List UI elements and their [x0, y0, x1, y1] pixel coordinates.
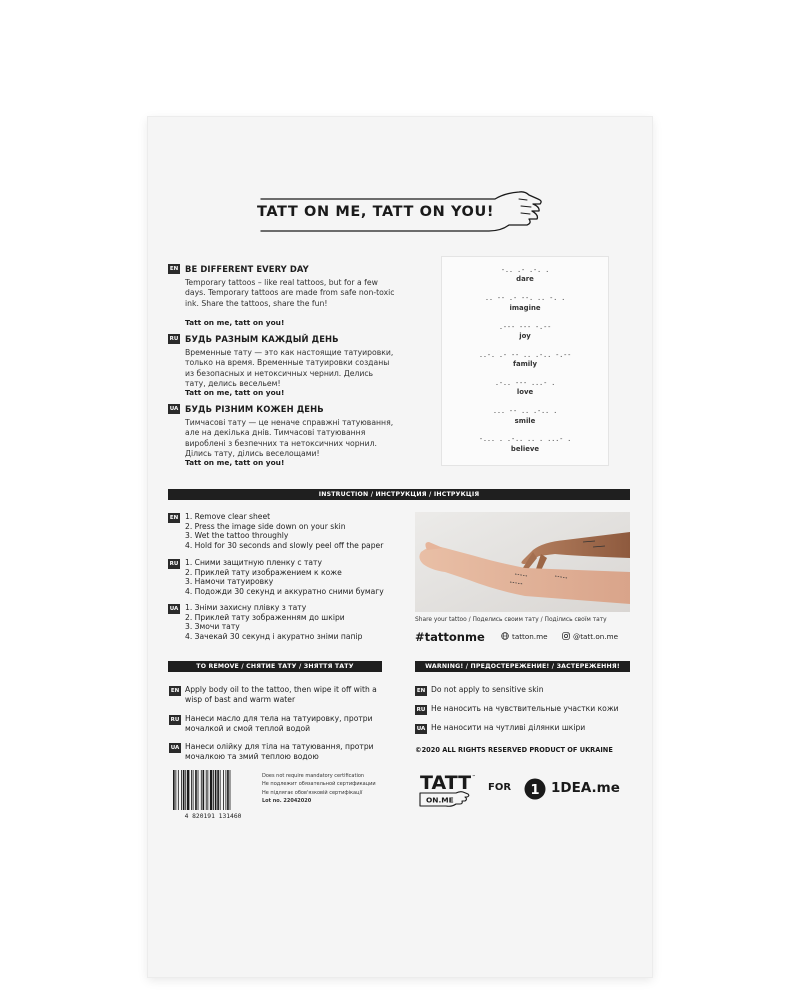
tattoo-sheet-preview [441, 256, 609, 466]
tattoo-morse: .-.. --- ...- . [494, 379, 556, 387]
instruction-en [168, 513, 408, 553]
website-link[interactable]: tatton.me [512, 632, 548, 641]
tattoo-word: imagine [509, 304, 541, 312]
step-item: 4. Подожди 30 секунд и аккуратно сними бумагу [185, 586, 384, 596]
step-item: 4. Hold for 30 seconds and slowly peel off the paper [185, 540, 384, 550]
barcode-bar [207, 770, 208, 810]
step-item: 2. Приклей тату изображением к коже [185, 567, 342, 577]
slogan-text: TATT ON ME, TATT ON YOU! [257, 204, 495, 220]
for-label: FOR [488, 782, 512, 793]
remove-item-ru [169, 714, 379, 736]
1dea-circle-logo [524, 778, 546, 800]
about-body-ru: Временные тату — это как настоящие татуировки, только на время. Временные татуировки созданы из безопасных и нетоксичных чернил. Делись тату, делись весельем! [185, 348, 394, 388]
barcode-bar [220, 770, 221, 810]
tattoo-word: smile [514, 417, 536, 425]
about-title-en: BE DIFFERENT EVERY DAY [185, 264, 309, 274]
partner-brand: 1DEA.me [551, 780, 620, 796]
tattoo-morse: ..-. .- -- .. .-.. -.-- [478, 351, 572, 359]
barcode-bar [198, 770, 199, 810]
lang-badge-ru: RU [169, 561, 179, 567]
remove-text-en: Apply body oil to the tattoo, then wipe it off with a wisp of bast and warm water [185, 685, 377, 705]
cert-line: Не подлежит обязательной сертификации [262, 781, 376, 788]
step-item: 3. Намочи татуировку [185, 577, 274, 586]
instruction-bar: INSTRUCTION / ИНСТРУКЦИЯ / ІНСТРУКЦІЯ [168, 489, 630, 500]
tattoo-morse: ... -- .. .-.. . [492, 407, 558, 415]
instruction-ru [168, 559, 408, 599]
barcode-bar [230, 770, 231, 810]
warning-bar: WARNING! / ПРЕДОСТЕРЕЖЕНИЕ! / ЗАСТЕРЕЖЕННЯ! [415, 661, 630, 672]
barcode-bar [195, 770, 197, 810]
lang-badge-ru: RU [169, 336, 179, 342]
barcode-bar [213, 770, 214, 810]
logo-digit: 1 [530, 783, 540, 798]
cert-line: Does not require mandatory certification [262, 773, 365, 779]
svg-text:™: ™ [472, 774, 476, 779]
remove-item-en [169, 685, 379, 707]
warning-item-en [415, 685, 630, 697]
about-title-ua: БУДЬ РІЗНИМ КОЖЕН ДЕНЬ [185, 404, 324, 414]
instruction-ua [168, 604, 408, 644]
barcode-bar [183, 770, 185, 810]
lang-badge-ua: UA [416, 726, 426, 732]
warning-text-en: Do not apply to sensitive skin [431, 685, 544, 694]
globe-icon [501, 632, 509, 640]
warning-text-ua: Не наносити на чутливі ділянки шкіри [431, 723, 586, 732]
barcode-bar [173, 770, 175, 810]
lang-badge-en: EN [416, 688, 426, 694]
tattoo-morse: -... . .-.. .. . ...- . [478, 435, 572, 443]
certification-notes [262, 772, 376, 806]
step-item: 1. Сними защитную пленку с тату [185, 558, 322, 567]
slogan-banner [257, 191, 547, 235]
about-body-en: Temporary tattoos – like real tattoos, but for a few days. Temporary tattoos are made from safe non-toxic ink. Share the tattoos, share the fun! [185, 278, 395, 308]
about-ua [168, 404, 413, 470]
barcode [170, 770, 256, 820]
barcode-bar [187, 770, 189, 810]
barcode-bar [201, 770, 202, 810]
lang-badge-en: EN [169, 266, 179, 272]
warning-item-ru [415, 704, 630, 716]
rights-notice: ©2020 ALL RIGHTS RESERVED PRODUCT OF UKRAINE [415, 746, 613, 754]
about-signature-en: Tatt on me, tatt on you! [185, 318, 285, 327]
barcode-bar [203, 770, 205, 810]
lang-badge-ua: UA [169, 606, 179, 612]
barcode-bar [185, 770, 186, 810]
remove-text-ua: Нанеси олійку для тіла на татуювання, протри мочалкою та змий теплою водою [185, 742, 374, 762]
lot-number: Lot no. 22042020 [262, 798, 312, 805]
lang-badge-ru: RU [170, 717, 180, 723]
step-list-ua [185, 603, 362, 641]
hashtag: #tattonme [415, 630, 485, 644]
lang-badge-ua: UA [170, 745, 180, 751]
tatt-on-me-logo [416, 770, 478, 810]
barcode-bar [193, 770, 194, 810]
step-item: 2. Приклей тату зображенням до шкіри [185, 612, 345, 622]
barcode-bar [181, 770, 182, 810]
barcode-bar [210, 770, 212, 810]
lang-badge-en: EN [170, 688, 180, 694]
step-item: 4. Зачекай 30 секунд і акуратно зніми папір [185, 631, 363, 641]
about-ru [168, 334, 413, 400]
barcode-bar [191, 770, 192, 810]
about-signature-ru: Tatt on me, tatt on you! [185, 388, 285, 397]
tattoo-morse: .--- --- -.-- [498, 323, 552, 331]
tattoo-word: family [512, 360, 538, 368]
tattoo-morse: .. -- .- --. .. -. . [484, 294, 566, 302]
step-item: 3. Wet the tattoo throughly [185, 531, 289, 540]
tattoo-word: love [516, 388, 534, 396]
tattoo-morse: -.. .- .-. . [500, 266, 550, 274]
lang-badge-ru: RU [416, 707, 426, 713]
warning-item-ua [415, 723, 630, 735]
step-item: 1. Зніми захисну плівку з тату [185, 603, 307, 612]
lang-badge-en: EN [169, 515, 179, 521]
about-title-ru: БУДЬ РАЗНЫМ КАЖДЫЙ ДЕНЬ [185, 334, 339, 344]
lang-badge-ua: UA [169, 406, 179, 412]
barcode-bar [206, 770, 207, 810]
logo-text-top: TATT [420, 772, 472, 794]
barcode-bar [225, 770, 226, 810]
arms-photo-illustration [415, 512, 630, 612]
tattoo-word: joy [519, 332, 531, 340]
logo-text-bottom: ON.ME [426, 795, 454, 805]
tattoo-word: dare [516, 275, 534, 283]
remove-text-ru: Нанеси масло для тела на татуировку, протри мочалкой и смой теплой водой [185, 714, 373, 734]
share-caption: Share your tattoo / Поделись своим тату / Подiлись своїм тату [415, 617, 607, 623]
instagram-link[interactable]: @tatt.on.me [573, 632, 618, 641]
barcode-bar [217, 770, 219, 810]
barcode-bar [178, 770, 179, 810]
warning-text-ru: Не наносить на чувствительные участки кожи [431, 704, 619, 713]
step-item: 1. Remove clear sheet [185, 512, 271, 521]
cert-line: Не підлягає обов'язковій сертифікації [262, 789, 363, 796]
barcode-bar [227, 770, 229, 810]
about-en [168, 264, 413, 328]
about-signature-ua: Tatt on me, tatt on you! [185, 458, 285, 467]
tattoo-word: believe [510, 445, 540, 453]
barcode-bar [175, 770, 176, 810]
step-list-ru [185, 558, 384, 596]
step-item: 2. Press the image side down on your skin [185, 521, 346, 531]
barcode-bar [223, 770, 224, 810]
barcode-bar [215, 770, 217, 810]
remove-item-ua [169, 742, 379, 764]
step-list-en [185, 512, 383, 550]
arms-tattoo-photo [415, 512, 630, 612]
step-item: 3. Змочи тату [185, 622, 240, 631]
about-body-ua: Тимчасові тату — це неначе справжні татуювання, але на декілька днів. Тимчасові татуювання вироблені з безпечних та нетоксичних чорнил. Ділись тату, ділись веселощами! [185, 418, 394, 458]
barcode-digits: 4 820191 131460 [184, 813, 242, 820]
instagram-icon [562, 632, 570, 640]
remove-bar: TO REMOVE / СНЯТИЕ ТАТУ / ЗНЯТТЯ ТАТУ [168, 661, 382, 672]
